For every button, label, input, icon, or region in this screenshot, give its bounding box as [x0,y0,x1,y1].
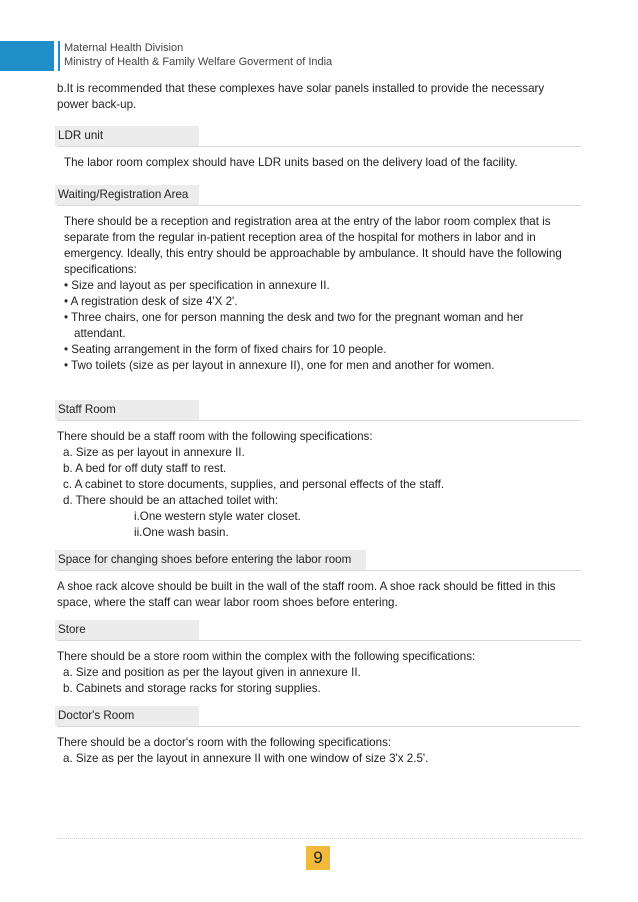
waiting-bullet: • Two toilets (size as per layout in annexure II), one for men and another for women. [64,359,495,372]
section-heading-shoes: Space for changing shoes before entering the labor room [55,550,366,570]
waiting-text-line: There should be a reception and registration area at the entry of the labor room complex that is [64,215,551,228]
shoes-text-line: space, where the staff can wear labor room shoes before entering. [57,596,398,609]
waiting-bullet: • Size and layout as per specification in annexure II. [64,279,330,292]
waiting-bullet: • A registration desk of size 4'X 2'. [64,295,238,308]
staff-subitem: i.One western style water closet. [134,510,301,523]
page-number: 9 [306,846,330,870]
doctor-item: a. Size as per the layout in annexure II with one window of size 3'x 2.5'. [63,752,429,765]
footer-divider [57,838,581,839]
header-ministry: Ministry of Health & Family Welfare Goverment of India [64,56,333,68]
waiting-bullet: • Three chairs, one for person manning the desk and two for the pregnant woman and her [64,311,524,324]
ldr-text: The labor room complex should have LDR units based on the delivery load of the facility. [64,156,518,169]
staff-item: a. Size as per layout in annexure II. [63,446,245,459]
doctor-intro: There should be a doctor's room with the following specifications: [57,736,392,749]
store-intro: There should be a store room within the complex with the following specifications: [57,650,476,663]
section-heading-store: Store [55,620,199,640]
section-heading-waiting: Waiting/Registration Area [55,185,199,205]
intro-line-1: b.It is recommended that these complexes have solar panels installed to provide the necessary [57,82,545,95]
staff-item: d. There should be an attached toilet with: [63,494,279,507]
intro-line-2: power back-up. [57,98,137,111]
section-heading-ldr: LDR unit [55,126,199,146]
section-heading-doctor: Doctor's Room [55,706,199,726]
staff-intro: There should be a staff room with the following specifications: [57,430,373,443]
staff-item: b. A bed for off duty staff to rest. [63,462,227,475]
section-heading-staff: Staff Room [55,400,199,420]
store-item: a. Size and position as per the layout given in annexure II. [63,666,361,679]
store-item: b. Cabinets and storage racks for storing supplies. [63,682,321,695]
header-division: Maternal Health Division [64,42,184,54]
header-accent-bar [0,41,54,71]
waiting-text-line: specifications: [64,263,137,276]
waiting-bullet: • Seating arrangement in the form of fixed chairs for 10 people. [64,343,387,356]
staff-subitem: ii.One wash basin. [134,526,229,539]
waiting-bullet-continued: attendant. [74,327,126,340]
shoes-text-line: A shoe rack alcove should be built in the wall of the staff room. A shoe rack should be fitted in this [57,580,556,593]
document-header [58,41,332,71]
staff-item: c. A cabinet to store documents, supplies, and personal effects of the staff. [63,478,445,491]
page-content [57,81,581,767]
waiting-text-line: emergency. Ideally, this entry should be approachable by ambulance. It should have the following [64,247,562,260]
waiting-text-line: separate from the regular in-patient reception area of the hospital for mothers in labor and in [64,231,536,244]
